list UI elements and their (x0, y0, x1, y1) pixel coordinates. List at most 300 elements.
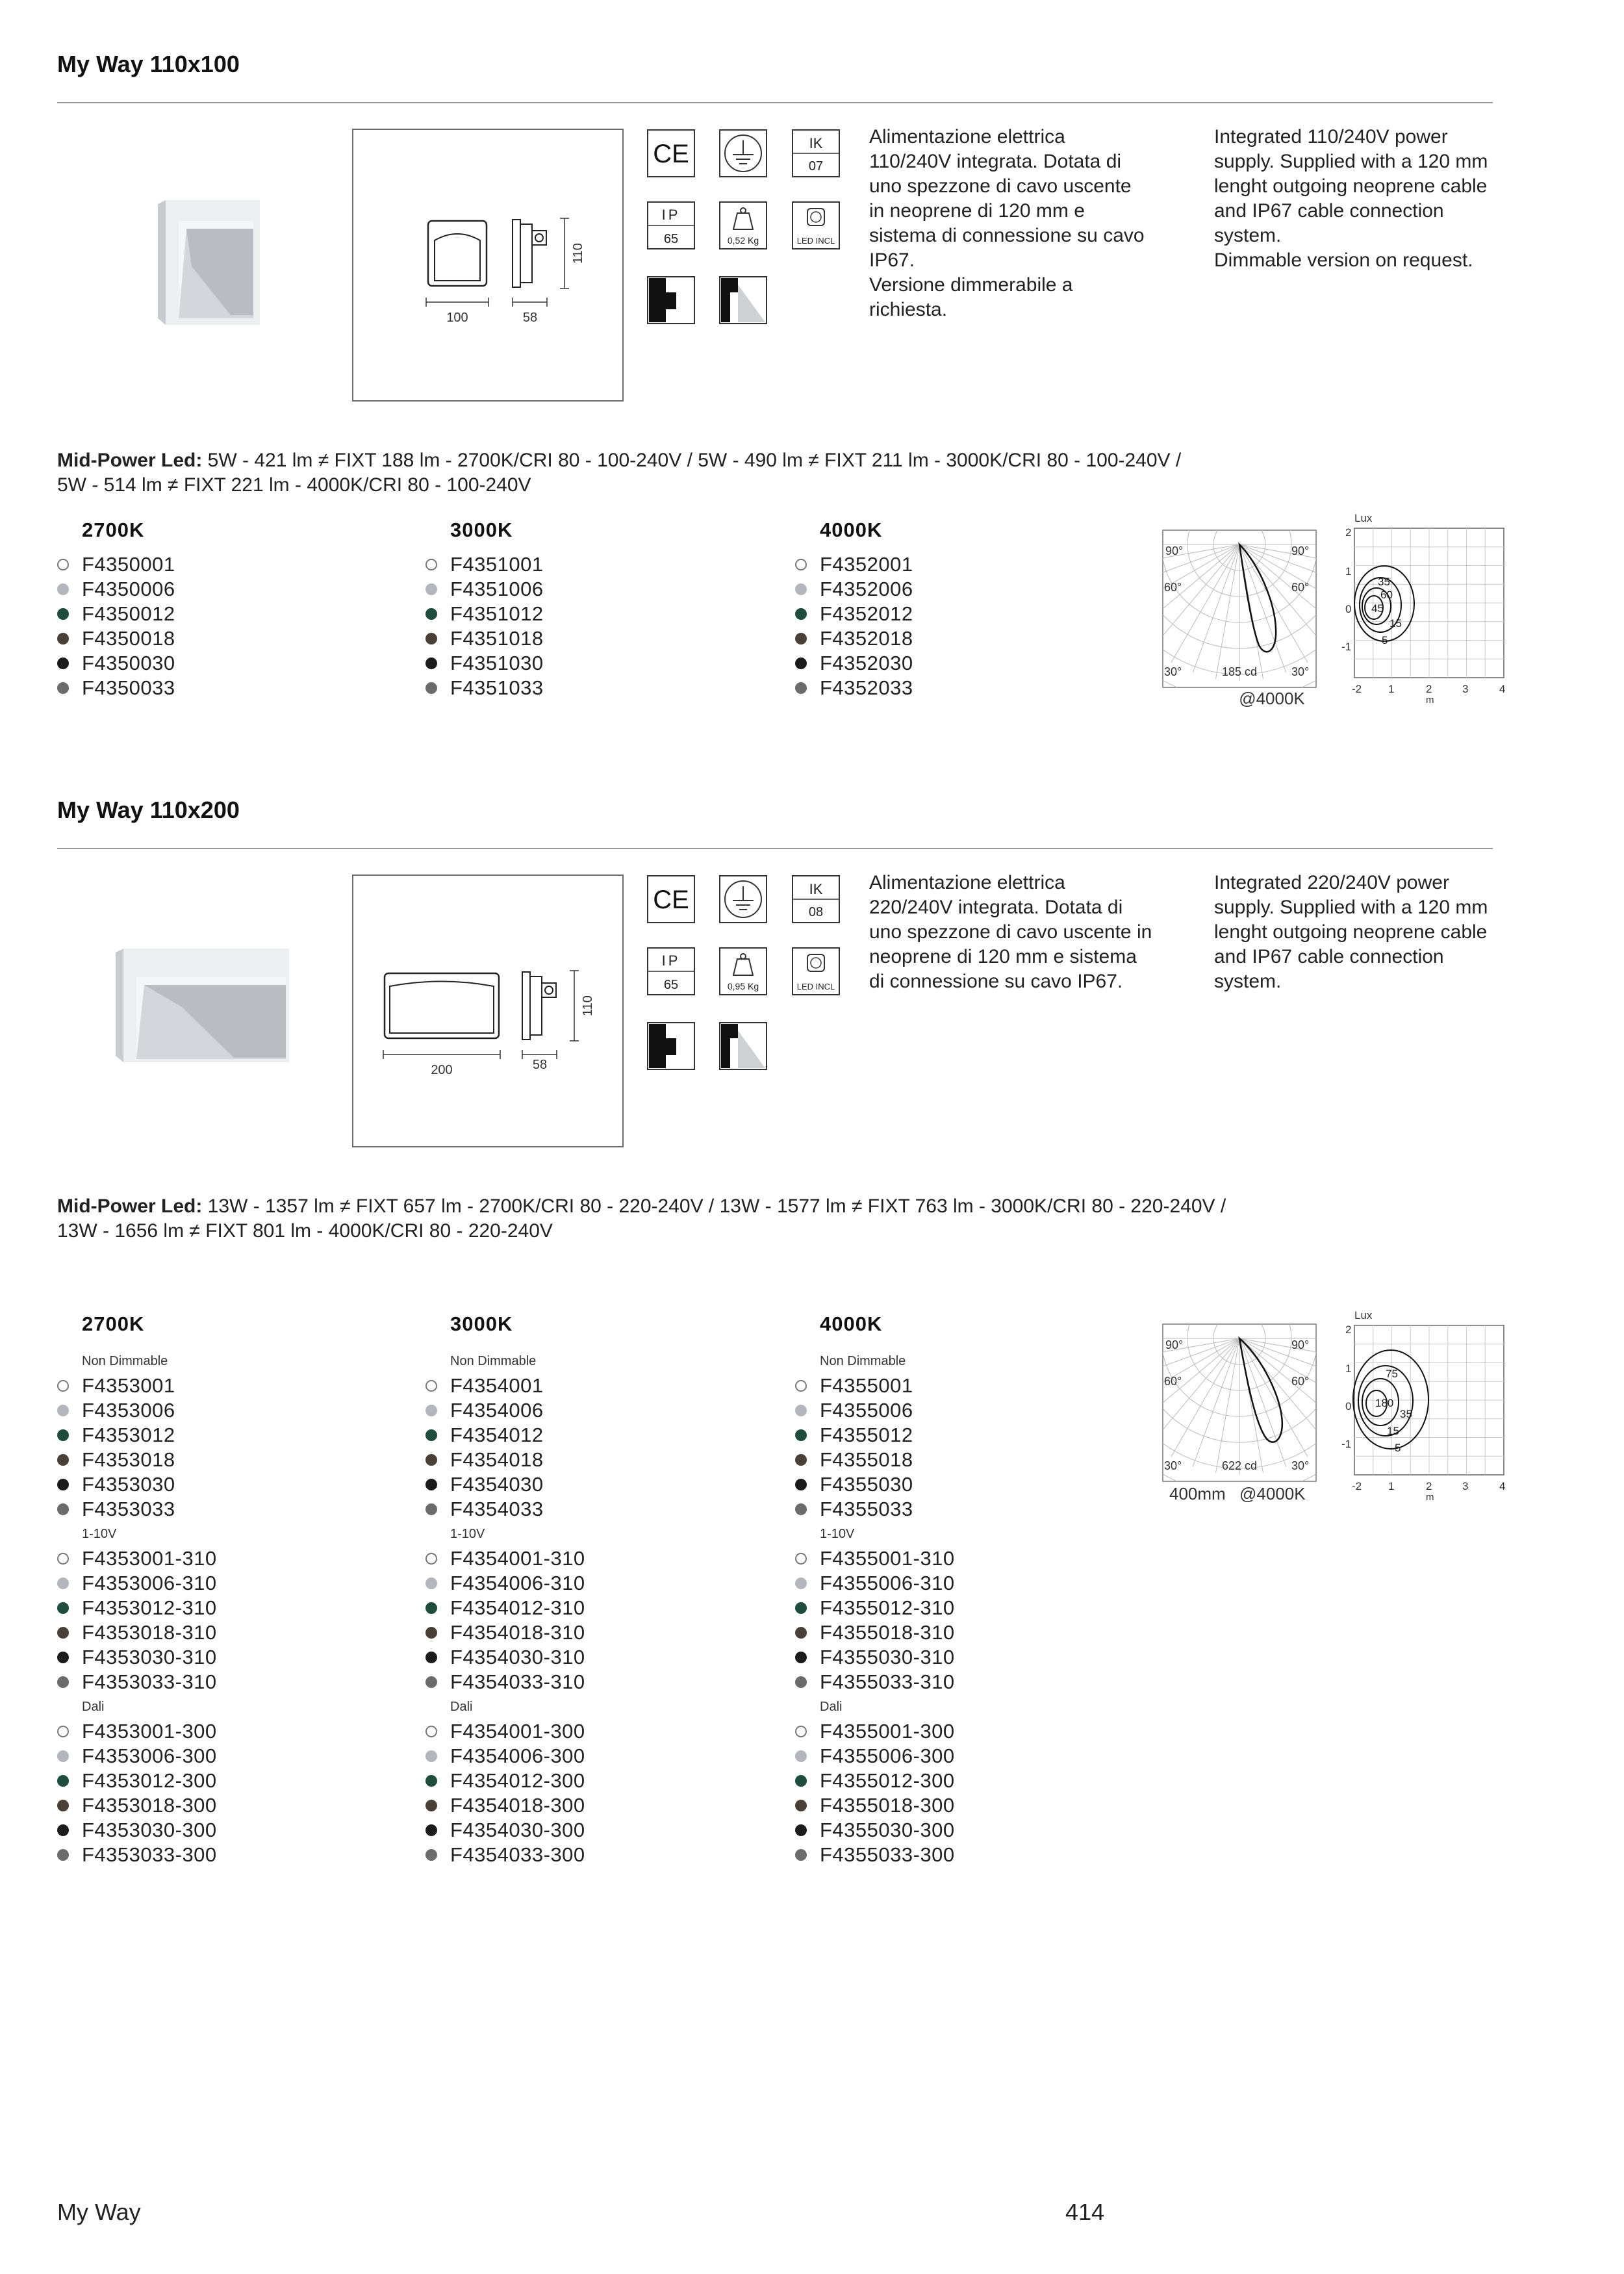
section2-ce-label: CE (653, 886, 689, 914)
section1-dim-height: 110 (571, 243, 585, 264)
product-code: F4353030-300 (82, 1819, 217, 1841)
lux-x-tick: 3 (1462, 1480, 1469, 1492)
list-item (795, 1373, 1120, 1398)
section2-led-specs (57, 1194, 1486, 1244)
color-swatch-white (57, 559, 69, 570)
color-swatch-brown (57, 1627, 69, 1639)
list-item (795, 1719, 1120, 1744)
section1-ik-value: 07 (808, 159, 824, 173)
list-item (57, 1645, 382, 1670)
polar-label-30-right: 30° (1291, 665, 1310, 678)
product-code: F4353001-300 (82, 1720, 217, 1743)
product-code: F4353006-300 (82, 1744, 217, 1767)
list-item (795, 626, 1120, 651)
group-label: 1-10V (82, 1527, 117, 1541)
product-code: F4353006 (82, 1399, 175, 1422)
color-swatch-brown (795, 633, 807, 645)
group-label: 1-10V (820, 1527, 855, 1541)
color-swatch-green (425, 1602, 437, 1614)
product-code: F4353006-310 (82, 1572, 217, 1594)
column-header: 2700K (82, 1312, 145, 1335)
color-swatch-brown (57, 1454, 69, 1466)
color-swatch-darkgrey (795, 682, 807, 694)
product-code: F4351030 (450, 652, 544, 674)
lux-y-tick: 2 (1345, 526, 1352, 539)
section2-description-it: Alimentazione elettrica 220/240V integrata. Dotata di uno spezzone di cavo uscente in neoprene di 120 mm e sistema di connessione su cavo IP67. (869, 872, 1152, 992)
color-swatch-grey (57, 1405, 69, 1416)
list-item (795, 1472, 1120, 1497)
product-code: F4355006-310 (820, 1572, 955, 1594)
list-item (57, 1769, 382, 1793)
product-code: F4354012-300 (450, 1769, 585, 1792)
polar-label-60-right: 60° (1291, 1375, 1310, 1388)
recessed-mount-icon (648, 1023, 694, 1069)
lux-unit: m (1426, 1492, 1434, 1503)
list-item (425, 552, 750, 577)
list-item (425, 1719, 750, 1744)
color-swatch-black (425, 658, 437, 669)
color-swatch-white (795, 1380, 807, 1392)
lux-value: 75 (1386, 1368, 1398, 1380)
color-swatch-darkgrey (795, 1849, 807, 1861)
product-code: F4350033 (82, 676, 175, 699)
product-code: F4355001 (820, 1374, 913, 1397)
section2-description-en: Integrated 220/240V power supply. Supplied with a 120 mm lenght outgoing neoprene cable and IP67 cable connection system. (1214, 872, 1488, 992)
section2-icon-grid (646, 875, 848, 1076)
list-item (795, 1620, 1120, 1645)
led-icon (793, 948, 839, 995)
color-swatch-darkgrey (425, 1503, 437, 1515)
weight-icon (720, 202, 767, 249)
section2-ip-label: IP (661, 952, 681, 969)
color-swatch-black (795, 1652, 807, 1663)
section2-ik-value: 08 (808, 905, 824, 919)
list-item (57, 1472, 382, 1497)
list-item (425, 577, 750, 602)
list-item (795, 1448, 1120, 1472)
product-code: F4354006-300 (450, 1744, 585, 1767)
section2-polar-diagram (1161, 1319, 1356, 1514)
lux-x-tick: -2 (1352, 1480, 1362, 1492)
section2-ik-label: IK (809, 881, 823, 897)
product-code: F4353030-310 (82, 1646, 217, 1668)
list-item (57, 1793, 382, 1818)
color-swatch-darkgrey (425, 682, 437, 694)
section2-led-text: 13W - 1357 lm ≠ FIXT 657 lm - 2700K/CRI 80 - 220-240V / 13W - 1577 lm ≠ FIXT 763 lm - 3000K/CRI 80 - 220-240V / 13W - 1656 lm ≠ FIXT 801 lm - 4000K/CRI 80 - 220-240V (57, 1195, 1226, 1242)
lux-y-tick: 2 (1345, 1323, 1352, 1336)
list-item (57, 552, 382, 577)
lux-value: 45 (1371, 602, 1384, 615)
list-item (425, 1546, 750, 1571)
color-swatch-brown (57, 633, 69, 645)
group-label: Dali (820, 1700, 843, 1714)
list-item (795, 651, 1120, 676)
list-item (57, 1373, 382, 1398)
product-code: F4351018 (450, 627, 544, 650)
section1-polar-caption: @4000K (1239, 689, 1305, 708)
section1-description-en: Integrated 110/240V power supply. Supplied with a 120 mm lenght outgoing neoprene cable and IP67 cable connection system. Dimmable version on request. (1214, 126, 1488, 271)
color-swatch-black (795, 658, 807, 669)
product-code: F4352001 (820, 553, 913, 576)
polar-label-30-right: 30° (1291, 1459, 1310, 1472)
list-item (795, 1497, 1120, 1522)
product-code: F4354033 (450, 1498, 544, 1520)
group-label: Dali (82, 1700, 105, 1714)
list-item (57, 1423, 382, 1448)
list-item (425, 1398, 750, 1423)
list-item (57, 1546, 382, 1571)
list-item (57, 1497, 382, 1522)
lux-x-tick: 4 (1499, 683, 1506, 695)
product-code: F4354012-310 (450, 1596, 585, 1619)
ik-rating-icon (793, 876, 839, 923)
lux-value: 15 (1389, 617, 1402, 630)
product-code: F4352006 (820, 578, 913, 600)
color-swatch-darkgrey (57, 1849, 69, 1861)
color-swatch-grey (795, 583, 807, 595)
product-code: F4355030 (820, 1473, 913, 1496)
product-code: F4354001 (450, 1374, 544, 1397)
color-swatch-darkgrey (425, 1676, 437, 1688)
color-swatch-grey (425, 1405, 437, 1416)
lux-value: 60 (1380, 589, 1393, 601)
product-code: F4355030-300 (820, 1819, 955, 1841)
product-code: F4355001-310 (820, 1547, 955, 1570)
color-swatch-green (425, 1429, 437, 1441)
product-code: F4352033 (820, 676, 913, 699)
color-swatch-brown (57, 1800, 69, 1811)
lux-x-tick: 3 (1462, 683, 1469, 695)
color-swatch-darkgrey (425, 1849, 437, 1861)
section2-title: My Way 110x200 (57, 797, 240, 823)
list-item (795, 1793, 1120, 1818)
beam-icon (720, 277, 767, 324)
product-code: F4353030 (82, 1473, 175, 1496)
color-swatch-green (57, 1602, 69, 1614)
lux-y-tick: 0 (1345, 1400, 1352, 1412)
product-code: F4354033-310 (450, 1670, 585, 1693)
list-item (795, 1744, 1120, 1769)
recessed-mount-icon (648, 277, 694, 324)
section1-led-label: LED INCL (796, 236, 835, 246)
color-swatch-white (795, 559, 807, 570)
product-code: F4355012-310 (820, 1596, 955, 1619)
list-item (425, 651, 750, 676)
color-swatch-white (57, 1380, 69, 1392)
product-code: F4354030-300 (450, 1819, 585, 1841)
section2-column-3000k (425, 1312, 750, 1867)
list-item (795, 1843, 1120, 1867)
section1-column-4000k (795, 518, 1120, 700)
product-code: F4353012-310 (82, 1596, 217, 1619)
list-item (795, 676, 1120, 700)
section2-polar-caption: @4000K (1239, 1484, 1306, 1503)
group-label: Non Dimmable (450, 1354, 537, 1368)
lux-x-tick: 2 (1426, 683, 1432, 695)
list-item (425, 1497, 750, 1522)
product-code: F4354030 (450, 1473, 544, 1496)
color-swatch-white (425, 1380, 437, 1392)
section1-dim-width: 100 (446, 311, 468, 325)
list-item (425, 676, 750, 700)
product-code: F4355018-300 (820, 1794, 955, 1817)
ik-rating-icon (793, 130, 839, 177)
polar-label-90-right: 90° (1291, 544, 1310, 557)
color-swatch-green (425, 608, 437, 620)
product-code: F4354033-300 (450, 1843, 585, 1866)
color-swatch-grey (57, 583, 69, 595)
color-swatch-green (57, 608, 69, 620)
section1-product-image (153, 195, 270, 338)
color-swatch-black (57, 1824, 69, 1836)
lux-x-tick: 2 (1426, 1480, 1432, 1492)
list-item (57, 1571, 382, 1596)
column-header: 3000K (450, 1312, 513, 1335)
section2-led-label: Mid-Power Led: (57, 1195, 203, 1217)
section1-led-text: 5W - 421 lm ≠ FIXT 188 lm - 2700K/CRI 80 - 100-240V / 5W - 490 lm ≠ FIXT 211 lm - 3000K/CRI 80 - 100-240V / 5W - 514 lm ≠ FIXT 221 lm - 4000K/CRI 80 - 100-240V (57, 450, 1182, 496)
product-code: F4354006-310 (450, 1572, 585, 1594)
section2-dim-width: 200 (431, 1063, 453, 1077)
list-item (57, 1596, 382, 1620)
lux-x-tick: -2 (1352, 683, 1362, 695)
ce-icon (648, 130, 694, 177)
section1-description-it: Alimentazione elettrica 110/240V integrata. Dotata di uno spezzone di cavo uscente in neoprene di 120 mm e sistema di connessione su cavo IP67. Versione dimmerabile a richiesta. (869, 126, 1145, 320)
product-code: F4353012-300 (82, 1769, 217, 1792)
list-item (57, 1719, 382, 1744)
product-code: F4353018-300 (82, 1794, 217, 1817)
color-swatch-white (425, 1726, 437, 1737)
color-swatch-brown (795, 1627, 807, 1639)
color-swatch-brown (425, 1454, 437, 1466)
product-code: F4355033 (820, 1498, 913, 1520)
section1-title: My Way 110x100 (57, 51, 240, 77)
list-item (57, 602, 382, 626)
list-item (425, 1448, 750, 1472)
section1-dim-depth: 58 (522, 311, 538, 325)
color-swatch-white (425, 1553, 437, 1565)
product-code: F4350012 (82, 602, 175, 625)
polar-candela: 185 cd (1221, 665, 1258, 678)
color-swatch-darkgrey (795, 1676, 807, 1688)
color-swatch-green (795, 1775, 807, 1787)
color-swatch-green (57, 1429, 69, 1441)
list-item (425, 1670, 750, 1694)
color-swatch-darkgrey (57, 1676, 69, 1688)
color-swatch-darkgrey (795, 1503, 807, 1515)
polar-label-60-right: 60° (1291, 581, 1310, 594)
color-swatch-green (795, 1602, 807, 1614)
section2-column-4000k (795, 1312, 1120, 1867)
color-swatch-grey (795, 1750, 807, 1762)
lux-y-tick: 1 (1345, 1362, 1352, 1375)
polar-label-30-left: 30° (1164, 1459, 1182, 1472)
product-code: F4350001 (82, 553, 175, 576)
product-code: F4355006-300 (820, 1744, 955, 1767)
list-item (425, 1843, 750, 1867)
list-item (795, 1818, 1120, 1843)
list-item (57, 1818, 382, 1843)
section2-ip-value: 65 (663, 978, 679, 992)
section2-dim-depth: 58 (532, 1058, 548, 1072)
section2-product-image (110, 936, 299, 1079)
polar-label-90-left: 90° (1165, 544, 1184, 557)
lux-value: 35 (1378, 576, 1390, 588)
product-code: F4353033 (82, 1498, 175, 1520)
list-item (425, 626, 750, 651)
color-swatch-grey (795, 1405, 807, 1416)
product-code: F4355033-310 (820, 1670, 955, 1693)
list-item (795, 1645, 1120, 1670)
section2-drawing-box (352, 875, 624, 1147)
color-swatch-green (795, 1429, 807, 1441)
product-code: F4351001 (450, 553, 544, 576)
product-code: F4350018 (82, 627, 175, 650)
product-code: F4354030-310 (450, 1646, 585, 1668)
product-code: F4355030-310 (820, 1646, 955, 1668)
polar-label-90-right: 90° (1291, 1338, 1310, 1351)
lux-y-tick: 1 (1345, 565, 1352, 578)
column-header: 3000K (450, 518, 513, 541)
section1-ce-label: CE (653, 140, 689, 168)
list-item (57, 626, 382, 651)
lux-x-tick: 4 (1499, 1480, 1506, 1492)
section2-polar-distance: 400mm (1169, 1484, 1226, 1503)
section2-dim-height: 110 (581, 995, 595, 1016)
led-icon (793, 202, 839, 249)
product-code: F4351033 (450, 676, 544, 699)
product-code: F4353012 (82, 1424, 175, 1446)
lux-value: 180 (1375, 1397, 1394, 1409)
color-swatch-grey (425, 1750, 437, 1762)
section2-led-label: LED INCL (796, 982, 835, 991)
color-swatch-white (57, 1553, 69, 1565)
lux-value: 35 (1400, 1408, 1412, 1420)
product-code: F4353001-310 (82, 1547, 217, 1570)
section1-ip-value: 65 (663, 232, 679, 246)
product-code: F4352012 (820, 602, 913, 625)
list-item (425, 1744, 750, 1769)
product-code: F4355033-300 (820, 1843, 955, 1866)
section2-weight-value: 0,95 Kg (727, 981, 759, 991)
section1-column-3000k (425, 518, 750, 700)
product-code: F4354018 (450, 1448, 544, 1471)
section1-polar-diagram (1161, 525, 1317, 713)
column-header: 4000K (820, 518, 883, 541)
color-swatch-brown (425, 1800, 437, 1811)
section1-technical-drawing (353, 130, 622, 400)
color-swatch-black (425, 1824, 437, 1836)
list-item (425, 1596, 750, 1620)
color-swatch-white (57, 1726, 69, 1737)
section1-column-2700k (57, 518, 382, 700)
list-item (425, 1373, 750, 1398)
section1-divider (57, 102, 1493, 103)
lux-label: Lux (1354, 1309, 1373, 1322)
color-swatch-black (57, 1652, 69, 1663)
list-item (425, 1793, 750, 1818)
color-swatch-black (57, 658, 69, 669)
group-label: 1-10V (450, 1527, 485, 1541)
list-item (795, 1596, 1120, 1620)
lux-y-tick: 0 (1345, 603, 1352, 615)
product-code: F4354001-300 (450, 1720, 585, 1743)
list-item (425, 1645, 750, 1670)
section1-led-specs (57, 448, 1486, 498)
ip-rating-icon (648, 948, 694, 995)
lux-y-tick: -1 (1341, 641, 1352, 653)
color-swatch-darkgrey (57, 1503, 69, 1515)
product-code: F4352030 (820, 652, 913, 674)
weight-icon (720, 948, 767, 995)
section1-led-label: Mid-Power Led: (57, 450, 203, 471)
list-item (795, 1546, 1120, 1571)
column-header: 4000K (820, 1312, 883, 1335)
product-code: F4355012 (820, 1424, 913, 1446)
color-swatch-grey (425, 583, 437, 595)
polar-label-30-left: 30° (1164, 665, 1182, 678)
list-item (57, 676, 382, 700)
list-item (425, 602, 750, 626)
list-item (795, 1398, 1120, 1423)
product-code: F4353033-300 (82, 1843, 217, 1866)
section1-ik-label: IK (809, 135, 823, 151)
color-swatch-black (795, 1824, 807, 1836)
beam-icon (720, 1023, 767, 1069)
color-swatch-darkgrey (57, 682, 69, 694)
ce-icon (648, 876, 694, 923)
product-code: F4354018-310 (450, 1621, 585, 1644)
product-code: F4354018-300 (450, 1794, 585, 1817)
list-item (425, 1769, 750, 1793)
color-swatch-grey (425, 1578, 437, 1589)
color-swatch-black (795, 1479, 807, 1490)
section2-column-2700k (57, 1312, 382, 1867)
list-item (57, 1398, 382, 1423)
color-swatch-black (425, 1479, 437, 1490)
polar-candela: 622 cd (1221, 1459, 1258, 1472)
list-item (795, 552, 1120, 577)
list-item (57, 1620, 382, 1645)
lux-value: 5 (1395, 1442, 1401, 1454)
color-swatch-brown (425, 1627, 437, 1639)
color-swatch-white (425, 559, 437, 570)
product-code: F4355018 (820, 1448, 913, 1471)
list-item (57, 651, 382, 676)
color-swatch-brown (795, 1800, 807, 1811)
color-swatch-green (57, 1775, 69, 1787)
list-item (425, 1571, 750, 1596)
page-number: 414 (1065, 2199, 1105, 2225)
footer-product-name: My Way (57, 2199, 141, 2225)
group-label: Non Dimmable (82, 1354, 168, 1368)
product-code: F4351006 (450, 578, 544, 600)
color-swatch-black (57, 1479, 69, 1490)
color-swatch-grey (795, 1578, 807, 1589)
list-item (795, 577, 1120, 602)
ground-icon (720, 876, 767, 923)
color-swatch-white (795, 1726, 807, 1737)
ground-icon (720, 130, 767, 177)
product-code: F4353018-310 (82, 1621, 217, 1644)
product-code: F4353033-310 (82, 1670, 217, 1693)
polar-label-60-left: 60° (1164, 581, 1182, 594)
product-code: F4353018 (82, 1448, 175, 1471)
list-item (57, 1744, 382, 1769)
list-item (425, 1818, 750, 1843)
product-code: F4355001-300 (820, 1720, 955, 1743)
polar-label-90-left: 90° (1165, 1338, 1184, 1351)
polar-curve (1239, 544, 1276, 652)
